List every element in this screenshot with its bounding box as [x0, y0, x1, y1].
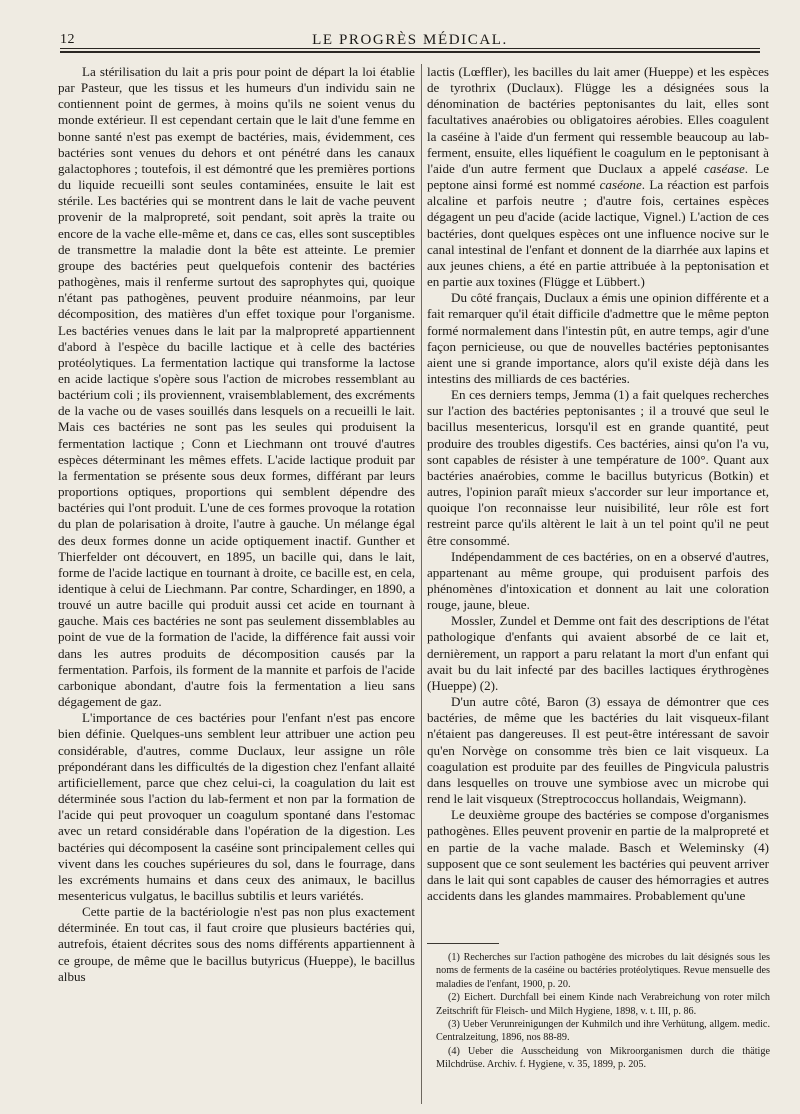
paragraph: Le deuxième groupe des bactéries se compose d'organismes pathogènes. Elles peuvent provenir en partie de la malpropreté et en partie de la vache malade. Basch et Weleminsky (4) supposent que ce sont seulement les bactéries qui peuvent arriver dans le lait qui sont capables de causer des hémorragies et autres accidents dans les glandes mammaires. Probablement qu'une [427, 807, 769, 903]
paragraph: En ces derniers temps, Jemma (1) a fait quelques recherches sur l'action des bactéries peptonisantes ; il a trouvé que seul le bacillus mesentericus, lorsqu'il est en grande quantité, peut produire des troubles digestifs. Ces bactéries, ainsi qu'on l'a vu, sont capables de résister à une température de 100°. Quant aux bactéries anaérobies, comme le bacillus butyricus (Botkin) et autres, l'opinion paraît mieux s'accorder sur leur importance et, quoique l'on reconnaisse leur nuisibilité, leur rôle est fort restreint parce qu'ils altèrent le lait à un tel point qu'il ne peut être consommé. [427, 387, 769, 548]
footnote: (3) Ueber Verunreinigungen der Kuhmilch und ihre Verhütung, allgem. medic. Centralzeitung, 1896, nos 88-89. [436, 1019, 770, 1044]
footnote-rule [427, 943, 499, 944]
footnote: (1) Recherches sur l'action pathogène des microbes du lait désignés sous les noms de ferments de la caséine ou bactéries protéolytiques. Revue mensuelle des maladies de l'enfant, 1900, p. 20. [436, 952, 770, 990]
paragraph: Cette partie de la bactériologie n'est pas non plus exactement déterminée. En tout cas, il faut croire que plusieurs bactéries qui, autrefois, étaient décrites sous des noms différents appartiennent à ce groupe, de même que le bacillus butyricus (Hueppe), le bacillus albus [58, 904, 415, 984]
paragraph: La stérilisation du lait a pris pour point de départ la loi établie par Pasteur, que les tissus et les humeurs d'un individu sain ne contiennent point de germes, à moins qu'ils ne soient venus du monde extérieur. Il est cependant certain que le lait d'une femme en bonne santé n'est pas exempt de bactéries, mais, évidemment, ces bactéries sont venues du dehors et ont pénétré dans les canaux galactophores ; toutefois, il est démontré que les premières portions du liquide recueilli sont seules contaminées, ensuite le lait est stérile. Les bactéries qui se montrent dans le lait de vache peuvent provenir de la malpropreté, soit pendant, soit après la traite ou encore de la vache elle-même et, dans ce cas, elles sont susceptibles de transmettre la maladie dont la bête est atteinte. Le premier groupe des bactéries peut quelquefois contenir des bactéries pathogènes, mais il renferme surtout des saprophytes qui, quoique n'étant pas pathogènes, peuvent produire néanmoins, par leur décomposition, des matières d'un effet toxique pour l'organisme. Les bactéries venues dans le lait par la malpropreté appartiennent d'abord à l'espèce du bacille lactique et à celle des bactéries protéolytiques. La fermentation lactique qui transforme la lactose en acide lactique s'opère sous l'action de microbes ressemblant au bactérium coli ; ils proviennent, vraisemblablement, des excréments de la vache ou de vases souillés dans lesquels on a recueilli le lait. Mais ces bactéries ne sont pas les seules qui produisent la fermentation lactique ; Conn et Liechmann ont trouvé d'autres espèces déterminant les mêmes effets. L'acide lactique produit par la fermentation se présente sous deux formes, différant par leurs proportions optiques, proportions qui semblent dépendre des bactéries qui l'ont produit. L'une de ces formes provoque la rotation du plan de polarisation à droite, l'autre à gauche. Un mélange égal des deux formes donne un acide optiquement inactif. Gunther et Thierfelder ont découvert, en 1895, un bacille qui, dans le lait, forme de l'acide lactique en tournant à droite, ce bacille est, en cela, identique à celui de Liechmann. Par contre, Schardinger, en 1890, a trouvé un autre bacille qui produit aussi cet acide en tournant à gauche. Mais ces bactéries ne sont pas seulement dissemblables au point de vue de la formation de l'acide, la différence fait aussi voir dans les autres produits de décomposition causés par la fermentation. Parfois, ils forment de la mannite et parfois de l'acide carbonique abondant, d'autre fois la fermentation a lieu sans dégagement de gaz. [58, 64, 415, 710]
paragraph: L'importance de ces bactéries pour l'enfant n'est pas encore bien définie. Quelques-uns semblent leur attribuer une action peu considérable, d'autres, comme Duclaux, leur assigne un rôle prépondérant dans les difficultés de la digestion chez l'enfant allaité artificiellement, parce que chez celui-ci, la coagulation du lait est déterminée sous l'action du lab-ferment et non par la formation de l'acide qui peut provoquer un coagulum spontané dans l'estomac avec un retard considérable dans l'opération de la digestion. Les bactéries qui décomposent la caséine sont principalement celles qui vivent dans les couches supérieures du sol, dans le fourrage, dans les excréments humains et dans ceux des animaux, le bacillus mesentericus vulgatus, le bacillus subtilis et leurs variétés. [58, 710, 415, 903]
footnotes [436, 951, 770, 1072]
page-number: 12 [60, 32, 75, 47]
footnote: (4) Ueber die Ausscheidung von Mikroorganismen durch die thätige Milchdrüse. Archiv. f. Hygiene, v. 35, 1899, p. 205. [436, 1045, 770, 1071]
right-column [427, 64, 769, 904]
left-column [58, 64, 415, 985]
header-rule [60, 48, 760, 49]
footnote: (2) Eichert. Durchfall bei einem Kinde nach Verabreichung von roter milch Zeitschrift für Fleisch- und Milch Hygiene, 1898, v. t. III, p. 86. [436, 992, 770, 1017]
paragraph: Du côté français, Duclaux a émis une opinion différente et a fait remarquer qu'il était difficile d'admettre que le même pepton formé normalement dans l'intestin pût, en autre temps, agir d'une façon pernicieuse, ou que de nouvelles bactéries peptonisantes aient une si grande importance, alors qu'il existe déjà dans les intestins des milliards de ces bactéries. [427, 290, 769, 386]
journal-title: LE PROGRÈS MÉDICAL. [312, 32, 508, 48]
page-header [60, 22, 760, 46]
column-divider [421, 64, 422, 1104]
continued-paragraph: lactis (Lœffler), les bacilles du lait amer (Hueppe) et les espèces de tyrothrix (Duclaux). Flügge les a désignées sous la dénomination de bactéries peptonisantes du lait, elles sont facultatives anaérobies ou obligatoires aérobies. Elles coagulent la caséine à l'aide d'un ferment qui ressemble beaucoup au lab-ferment, ensuite, elles liquéfient le coagulum en le peptonisant à l'aide d'un autre ferment que Duclaux a appelé caséase. Le peptone ainsi formé est nommé caséone. La réaction est parfois alcaline et parfois neutre ; d'autre fois, certaines espèces dégagent un peu d'acide (acide lactique, Vignel.) L'action de ces bactéries, dont quelques espèces ont une influence nocive sur le canal intestinal de l'enfant et donnent de la diarrhée aux lapins et aux jeunes chiens, a été en partie attribuée à la peptonisation et en partie aux toxines (Flügge et Lübbert.) [427, 64, 770, 290]
term-caseone: caséone [599, 177, 642, 193]
paragraph: Indépendamment de ces bactéries, on en a observé d'autres, appartenant au même groupe, qui produisent parfois des phénomènes d'intoxication et donnent au lait une coloration rouge, jaune, bleue. [427, 548, 769, 613]
paragraph: D'un autre côté, Baron (3) essaya de démontrer que ces bactéries, de même que les bactéries du lait visqueux-filant n'étaient pas dangereuses. Il est peut-être intéressant de savoir qu'en Norvège on consomme très bien ce lait visqueux. La coagulation est produite par des feuilles de Pingvicula palustris dans lesquelles on trouve une symbiose avec un microbe qui rend le lait visqueux (Streptrococcus hollandais, Weigmann). [427, 694, 769, 807]
paragraph: Mossler, Zundel et Demme ont fait des descriptions de l'état pathologique d'enfants qui avaient absorbé de ce lait et, dernièrement, un rapport a paru relatant la mort d'un enfant qui avait bu du lait infecté par des bacilles lactiques érythrogènes (Hueppe) (2). [427, 613, 769, 693]
term-caseine: caséase [704, 160, 745, 176]
header-rule-thick [60, 51, 760, 53]
